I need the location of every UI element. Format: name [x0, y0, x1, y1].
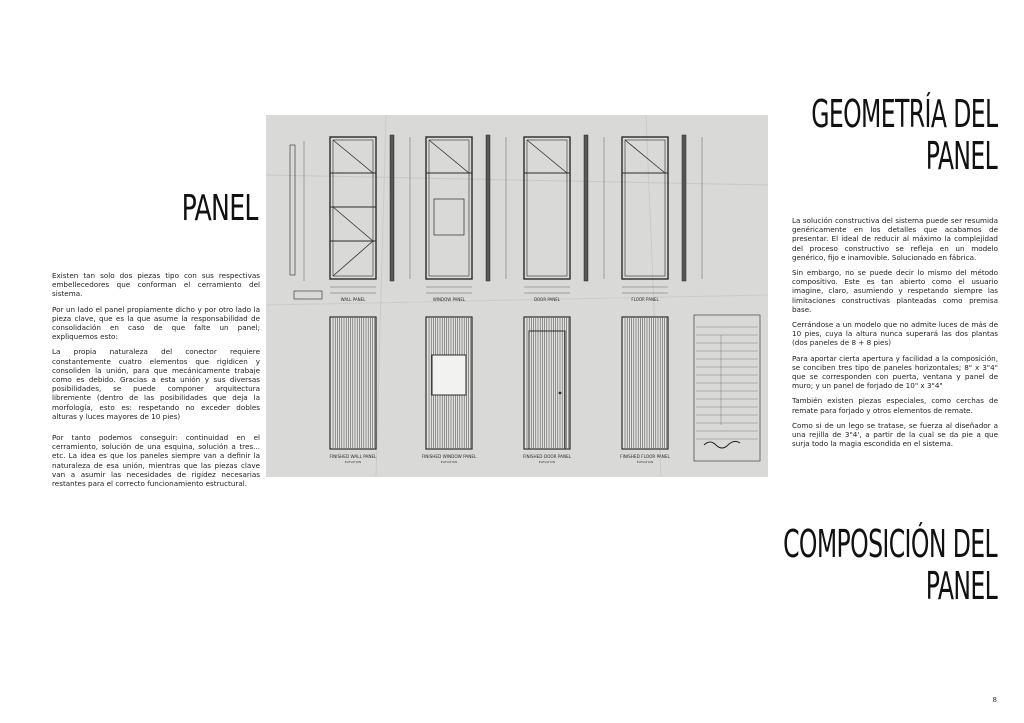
paragraph: La solución constructiva del sistema puede ser resumida genéricamente en los detalles que acabamos de presentar. El ideal de reducir al máximo la complejidad del proceso constructivo se refleja en un modelo genérico, fijo e inamovible. Solucionado en fábrica.: [792, 216, 998, 262]
geometria-heading-line1: GEOMETRÍA DEL: [810, 92, 997, 136]
elevation-label: FINISHED FLOOR PANEL: [620, 454, 670, 459]
paragraph: Por un lado el panel propiamente dicho y por otro lado la pieza clave, que es la que asume la responsabilidad de consolidación en caso de que falte un panel; expliquemos esto:: [52, 304, 260, 342]
paragraph: Para aportar cierta apertura y facilidad a la composición, se conciben tres tipo de paneles horizontales; 8" x 3"4" que se corresponden con puerta, ventana y panel de muro; y un panel de forjado de 10" x 3"4": [792, 353, 998, 391]
composicion-heading-line2: PANEL: [925, 564, 997, 608]
panel-type-label: FLOOR PANEL: [631, 297, 659, 302]
panel-type-label: DOOR PANEL: [533, 297, 561, 302]
panel-type-label: WALL PANEL: [340, 297, 366, 302]
paragraph: Por tanto podemos conseguir: continuidad en el cerramiento, solución de una esquina, solución a tres... etc. La idea es que los paneles siempre van a definir la naturaleza de esa unión, mientras que las piezas clave van a asumir las necesidades de rigidez necesarias restantes para el correcto funcionamiento estructural.: [52, 433, 260, 489]
finished-elevation: [622, 317, 668, 449]
panel-type-label: WINDOW PANEL: [432, 297, 466, 302]
elevation-sublabel: ELEVATION: [344, 460, 362, 464]
paragraph: Sin embargo, no se puede decir lo mismo del método compositivo. Este es tan abierto como el usuario imagine, claro, asumiendo y respetando siempre las limitaciones constructivas planteadas como premisa base.: [792, 268, 998, 314]
finished-elevation: [426, 317, 472, 449]
paragraph: La propia naturaleza del conector requiere constantemente cuatro elementos que rigidicen y consoliden la unión, para que mecánicamente trabaje como es debido. Gracias a esta unión y sus diversas posibilidades, se puede componer arquitectura libremente (dentro de las posibilidades que deja la morfología, esto es: respetando no exceder dobles alturas y luces mayores de 10 pies): [52, 347, 260, 421]
elevation-sublabel: ELEVATION: [538, 460, 556, 464]
finished-elevation: [330, 317, 376, 449]
paragraph: Existen tan solo dos piezas tipo con sus respectivas embellecedores que conforman el cerramiento del sistema.: [52, 271, 260, 299]
geometria-heading-line2: PANEL: [925, 134, 997, 178]
elevation-label: FINISHED WINDOW PANEL: [421, 454, 477, 459]
paragraph: También existen piezas especiales, como cerchas de remate para forjado y otros elementos de remate.: [792, 396, 998, 415]
paragraph: Como si de un lego se tratase, se fuerza al diseñador a una rejilla de 3"4', a partir de la cual se da pie a que surja todo la magia escondida en el sistema.: [792, 420, 998, 449]
page-number: 8: [992, 696, 997, 704]
panel-heading: PANEL: [181, 188, 258, 229]
elevation-label: FINISHED WALL PANEL: [329, 454, 377, 459]
finished-elevation: [524, 317, 570, 449]
left-text-column: [52, 271, 260, 494]
right-text-column: [792, 216, 998, 454]
elevation-sublabel: ELEVATION: [636, 460, 654, 464]
composicion-heading-line1: COMPOSICIÓN DEL: [783, 522, 997, 566]
blueprint-svg: [266, 115, 768, 477]
paragraph: Cerrándose a un modelo que no admite luces de más de 10 pies, cuya la altura nunca superará las dos plantas (dos paneles de 8 + 8 pies): [792, 320, 998, 348]
blueprint-drawing: [266, 115, 768, 477]
elevation-sublabel: ELEVATION: [440, 460, 458, 464]
elevation-label: FINISHED DOOR PANEL: [522, 454, 572, 459]
